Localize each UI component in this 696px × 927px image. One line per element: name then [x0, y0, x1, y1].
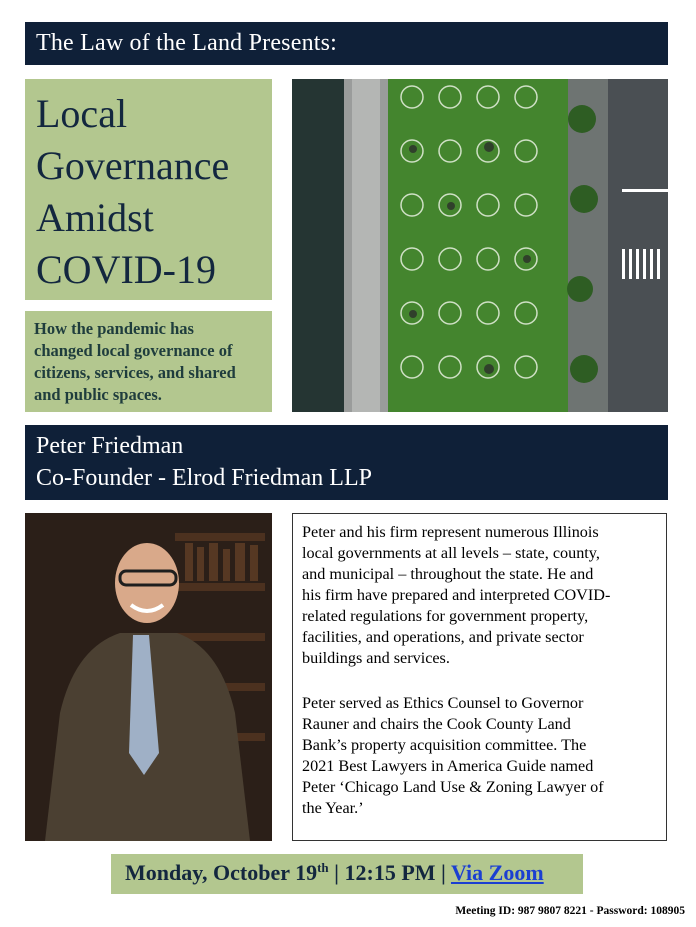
bio-line: his firm have prepared and interpreted COVID- [302, 586, 611, 604]
title-line: Amidst [36, 195, 154, 240]
event-time: | 12:15 PM | [328, 860, 451, 885]
title-line: Local [36, 91, 128, 136]
event-date-box [111, 854, 583, 894]
event-datetime [125, 860, 544, 886]
speaker-name: Peter Friedman [36, 433, 184, 459]
park-aerial-photo [292, 79, 668, 412]
header-bar [25, 22, 668, 65]
bio-line: Rauner and chairs the Cook County Land [302, 715, 571, 733]
subtitle-box [25, 311, 272, 412]
bio-line: and municipal – throughout the state. He and [302, 565, 594, 583]
bio-line: local governments at all levels – state, county, [302, 544, 600, 562]
bio-line: Peter served as Ethics Counsel to Governor [302, 694, 584, 712]
speaker-role: Co-Founder - Elrod Friedman LLP [36, 465, 372, 491]
bio-line: Peter and his firm represent numerous Illinois [302, 523, 599, 541]
meeting-credentials: Meeting ID: 987 9807 8221 - Password: 108905 [455, 905, 685, 917]
event-date: Monday, October 19 [125, 860, 318, 885]
bio-line: Peter ‘Chicago Land Use & Zoning Lawyer of [302, 778, 604, 796]
subtitle-line: changed local governance of [34, 341, 233, 360]
zoom-link[interactable]: Via Zoom [450, 860, 544, 885]
title-line: COVID-19 [36, 247, 216, 292]
speaker-bar [25, 425, 668, 500]
bio-box [292, 513, 667, 841]
bio-line: facilities, and operations, and private sector [302, 628, 584, 646]
speaker-portrait-photo [25, 513, 272, 841]
header-title: The Law of the Land Presents: [36, 30, 338, 56]
bio-line: related regulations for government property, [302, 607, 589, 625]
subtitle-line: citizens, services, and shared [34, 363, 236, 382]
bio-line: Bank’s property acquisition committee. The [302, 736, 587, 754]
bio-line: buildings and services. [302, 649, 450, 667]
subtitle-line: and public spaces. [34, 385, 162, 404]
subtitle-line: How the pandemic has [34, 319, 194, 338]
title-box [25, 79, 272, 300]
bio-line: the Year.’ [302, 799, 364, 817]
event-date-suffix: th [317, 860, 329, 875]
bio-line: 2021 Best Lawyers in America Guide named [302, 757, 594, 775]
title-line: Governance [36, 143, 230, 188]
